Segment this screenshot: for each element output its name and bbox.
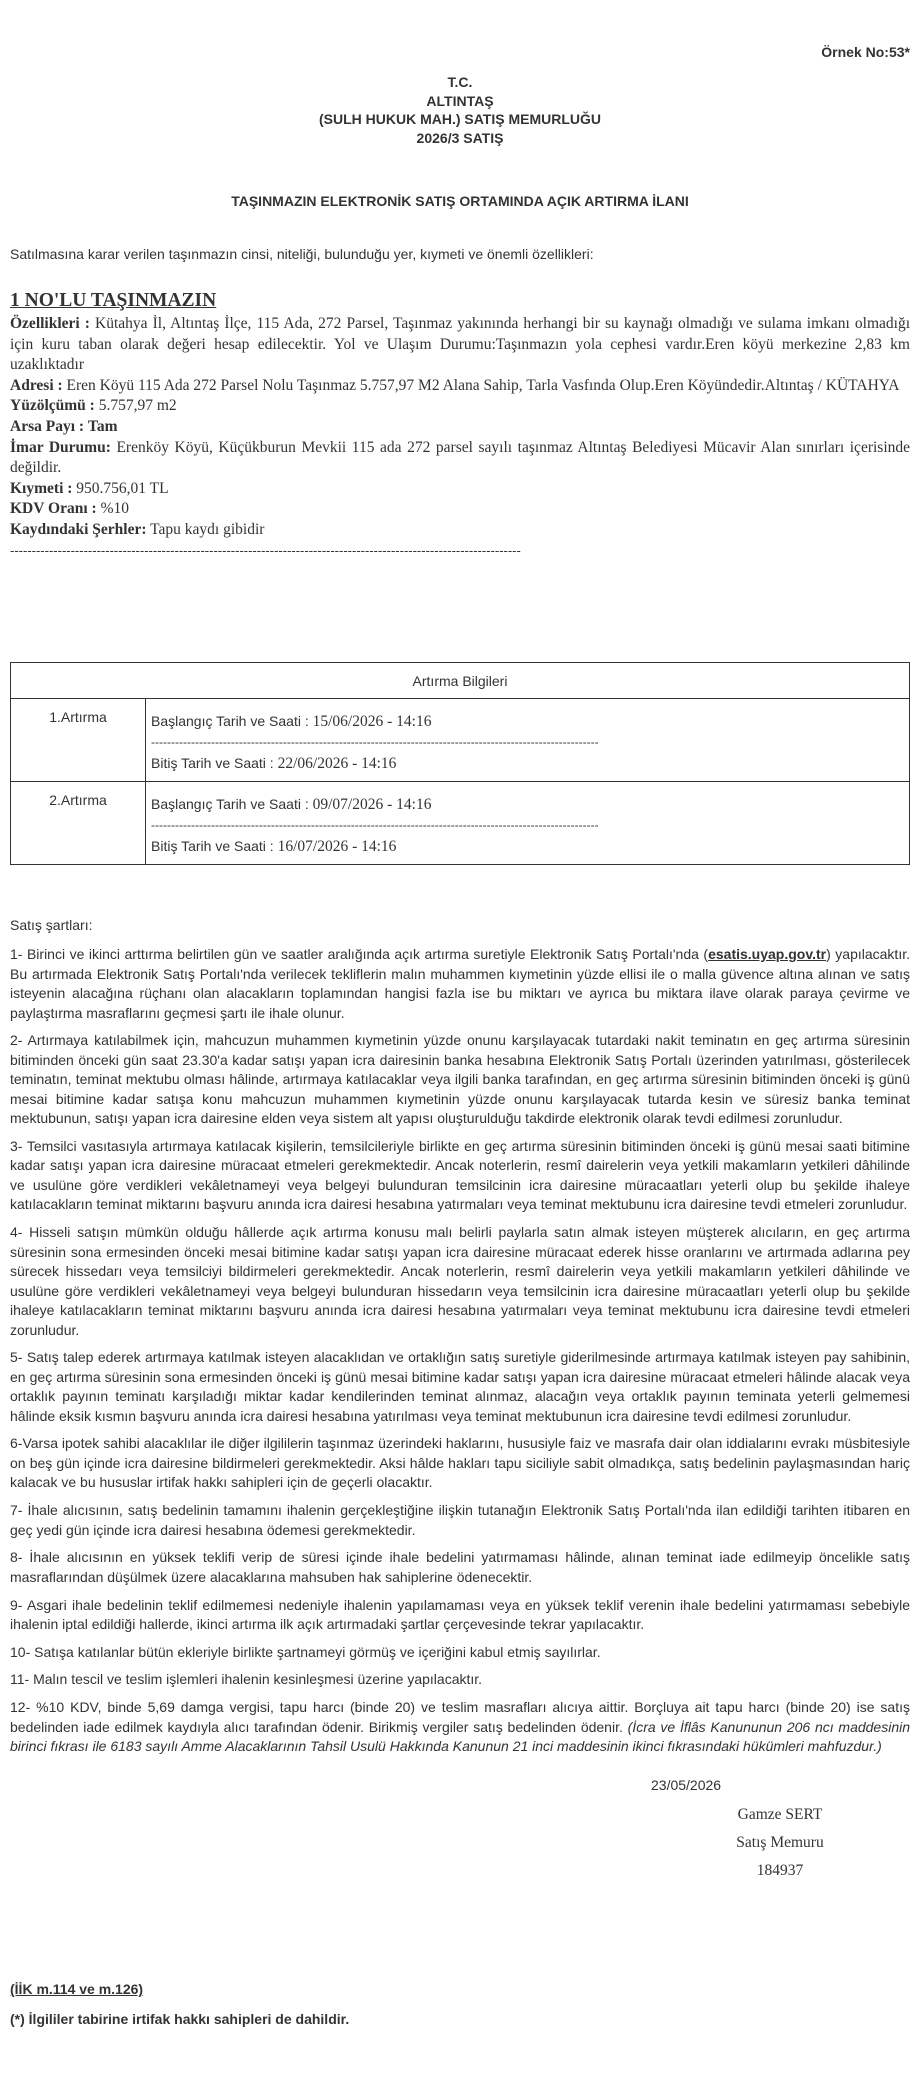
document-title: TAŞINMAZIN ELEKTRONİK SATIŞ ORTAMINDA AÇIK ARTIRMA İLANI [231,193,689,209]
auction-separator: ---------------------------------------------------------------------------------------------------------------- [151,818,599,832]
condition-12-legal-note: (İcra ve İflâs Kanununun 206 ncı maddesinin birinci fıkrası ile 6183 sayılı Amme Alacaklarının Tahsil Usulü Hakkında Kanunun 21 inci maddesinin ikinci fıkrasındaki hükümleri mahfuzdur.) [10,1718,911,1755]
property-features [10,314,910,376]
condition-1-text: 1- Birinci ve ikinci arttırma belirtilen gün ve saatler aralığında açık artırma suretiyle Elektronik Satış Portalı'nda ( [10,946,709,962]
property-area [10,396,910,417]
annotations-label: Kaydındaki Şerhler: [10,520,147,538]
footnote: (*) İlgililer tabirine irtifak hakkı sahipleri de dahildir. [10,2011,350,2027]
header-line-office: (SULH HUKUK MAH.) SATIŞ MEMURLUĞU [318,111,602,127]
condition-8: 8- İhale alıcısının en yüksek teklifi verip de süresi içinde ihale bedelini yatırmaması hâlinde, alınan teminat iade edilmeyip öncelikle satış masraflarından düşülmek üzere alacaklarına mahsuben hak sahiplerine ödenecektir. [10,1549,910,1585]
share-value: Tam [87,417,118,435]
auction-dates [146,782,910,865]
auction-start [151,709,904,733]
condition-1-text-cont: ) yapılacaktır. Bu artırmada Elektronik Satış Portalı'nda verilecek tekliflerin malın muhammen kıymetinin yüzde ellisi ile o malla güvence altına alınan ve satış isteyenin alacağına rüçhanı olan alacakların toplamından hangisi fazla ise bu miktarı ve ayrıca bu miktara ilave olarak paraya çevirme ve paylaştırma masraflarını geçmesi şartı ile ihale olunur. [10,946,910,1021]
legal-reference: (İİK m.114 ve m.126) [10,1981,144,1997]
auction-label: 1.Artırma [11,699,146,782]
condition-5: 5- Satış talep ederek artırmaya katılmak isteyen alacaklıdan ve ortaklığın satış suretiyle giderilmesinde artırmaya katılmak isteyen pay sahibinin, en geç artırma süresinin sona ermesinden önceki iş günü mesai bitimine kadar satışı yapan icra dairesine müracaat etmeleri hâlinde alacak veya ortaklık payının teminatı karşıladığı miktar kadar kendilerinden teminat alınmaz, alacağın veya ortaklık payının teminata yeterli gelmemesi hâlinde eksik kısmın başvuru anında icra dairesi hesabına yatırılması veya teminat mektubunun icra dairesine tevdi edilmesi zorunludur. [10,1349,910,1424]
address-value: Eren Köyü 115 Ada 272 Parsel Nolu Taşınmaz 5.757,97 M2 Alana Sahip, Tarla Vasfında Olup.Eren Köyündedir.Altıntaş / KÜTAHYA [66,376,900,394]
auction-start-value: 09/07/2026 - 14:16 [312,796,432,813]
condition-11: 11- Malın tescil ve teslim işlemleri ihalenin kesinleşmesi üzerine yapılacaktır. [10,1671,483,1688]
condition-2: 2- Artırmaya katılabilmek için, mahcuzun muhammen kıymetinin yüzde onunu karşılayacak tutardaki nakit teminatın en geç artırma süresinin bitiminden önceki gün saat 23.30'a kadar satışı yapan icra dairesinin banka hesabına Elektronik Satış Portalı üzerinden yatırılması, gösterilecek teminatın, teminat mektubu olması hâlinde, artırmaya katılacaklar veya ilgili banka tarafından, en geç artırma süresinin bitiminden önceki iş günü mesai bitimine kadar satışa konu mahcuzun muhammen kıymetinin yüzde onunu karşılayacak tutarda kesin ve süresiz banka teminat mektubunun, satışı yapan icra dairesine elden veya sistem alt yapısı oluşturulduğu takdirde elektronik olarak tevdi edilmesi zorunludur. [10,1032,910,1127]
value-label: Kıymeti : [10,479,73,497]
vat-value: %10 [100,500,129,518]
auction-end-label: Bitiş Tarih ve Saati : [151,838,274,854]
auction-start [151,792,904,816]
auction-table-header: Artırma Bilgileri [11,663,910,699]
auction-row [11,782,910,865]
intro-text: Satılmasına karar verilen taşınmazın cinsi, niteliği, bulunduğu yer, kıymeti ve önemli özellikleri: [10,246,594,262]
signer-number: 184937 [756,1862,804,1879]
zoning-value: Erenköy Köyü, Küçükburun Mevkii 115 ada 272 parsel sayılı taşınmaz Altıntaş Belediyesi Mücavir Alan sınırları içerisinde değildir. [10,438,911,477]
conditions-list [10,945,910,1765]
property-heading: 1 NO'LU TAŞINMAZIN [10,290,217,311]
document-header [0,73,920,147]
address-label: Adresi : [10,376,63,394]
example-number: Örnek No:53* [821,44,910,60]
auction-end [151,834,904,858]
header-line-file: 2026/3 SATIŞ [416,129,504,146]
condition-6: 6-Varsa ipotek sahibi alacaklılar ile diğer ilgililerin taşınmaz üzerindeki haklarını, hususiyle faiz ve masrafa dair olan iddialarını evrakı müsbitesiyle on beş gün içinde icra dairesine bildirmeleri gerekmektedir. Aksi hâlde hakları tapu siciliyle sabit olmadıkça, satış bedelinin paylaşmasından hariç kalacak ve bu hususlar irtifak hakkı sahipleri için de geçerli olacaktır. [10,1435,910,1491]
auction-end-value: 22/06/2026 - 14:16 [277,755,397,772]
auction-start-label: Başlangıç Tarih ve Saati : [151,713,309,729]
area-label: Yüzölçümü : [10,397,95,415]
auction-label: 2.Artırma [11,782,146,865]
auction-start-value: 15/06/2026 - 14:16 [312,713,432,730]
value-amount: 950.756,01 TL [76,479,169,497]
header-line-tc: T.C. [447,74,473,90]
conditions-heading: Satış şartları: [10,917,93,933]
vat-label: KDV Oranı : [10,500,97,518]
features-value: Kütahya İl, Altıntaş İlçe, 115 Ada, 272 Parsel, Taşınmaz yakınında herhangi bir su kaynağı olmadığı ve sulama imkanı olmadığı için kuru taban olarak değeri hesap edilecektir. Yol ve Ulaşım Durumu:Taşınmazın yola cephesi vardır.Eren köyü merkezine 2,83 km uzaklıktadır [10,315,911,374]
auction-end-value: 16/07/2026 - 14:16 [277,838,397,855]
condition-12 [10,1698,910,1757]
annotations-value: Tapu kaydı gibidir [150,520,265,538]
features-label: Özellikleri : [10,315,90,332]
condition-4: 4- Hisseli satışın mümkün olduğu hâllerde açık artırma konusu malı belirli paylarla satın almak isteyen müşterek alıcıların, en geç artırma süresinin sona ermesinden önceki mesai bitimine kadar satışı yapan icra dairesine müracaat ederek hisse oranlarını ve artırmada adlarına pey sürecek hissedarı veya temsilciyi bildirmeleri gerekmektedir. Ancak noterlerin, resmî dairelerin veya yetkili makamların yetkileri dâhilinde ve usulüne göre verdikleri vekâletnameyi veya belgeyi bulunduran hissedarın veya temsilcinin icra dairesine müracaatları yeterli olup bu şekilde ihaleye katılacakların teminat miktarını başvuru anında icra dairesi hesabına yatırmaları veya teminat mektubunu icra dairesine tevdi etmeleri zorunludur. [10,1224,910,1338]
property-divider: ---------------------------------------------------------------------------------------------------------------------- [10,542,521,558]
document-date: 23/05/2026 [651,1777,722,1793]
header-line-city: ALTINTAŞ [426,92,494,109]
area-value: 5.757,97 m2 [98,397,177,415]
signer-title: Satış Memuru [736,1834,824,1851]
property-details [10,288,910,561]
condition-3: 3- Temsilci vasıtasıyla artırmaya katılacak kişilerin, temsilcileriyle birlikte en geç artırma süresinin bitiminden önceki iş günü mesai saati bitimine kadar satışı yapan icra dairesine müracaat etmeleri gerekmektedir. Ancak noterlerin, resmî dairelerin veya yetkili makamların yetkileri dâhilinde ve usulüne göre verdikleri vekâletnameyi veya belgeyi bulunduran temsilcinin icra dairesine müracaatları yeterli olup bu şekilde ihaleye katılacakların teminat miktarını başvuru anında icra dairesi hesabına yatırmaları veya teminat mektubunu icra dairesine tevdi etmeleri zorunludur. [10,1137,910,1213]
condition-10: 10- Satışa katılanlar bütün ekleriyle birlikte şartnameyi görmüş ve içeriğini kabul etmiş sayılırlar. [10,1643,601,1660]
auction-dates [146,699,910,782]
property-annotations [10,520,910,541]
condition-1 [10,945,910,1023]
auction-end [151,751,904,775]
condition-9: 9- Asgari ihale bedelinin teklif edilmemesi nedeniyle ihalenin yapılamaması veya en yüksek teklif verenin ihale bedelini yatırmaması sebebiyle ihalenin iptal edildiği hallerde, ikinci artırma ilk açık artırmadaki şartlar çerçevesinde tekrar yapılacaktır. [10,1596,910,1632]
zoning-label: İmar Durumu: [10,438,111,456]
property-address [10,376,910,397]
signer-name: Gamze SERT [737,1806,823,1823]
esatis-link[interactable]: esatis.uyap.gov.tr [708,946,827,962]
share-label: Arsa Payı : [10,417,85,435]
auction-row [11,699,910,782]
auction-start-label: Başlangıç Tarih ve Saati : [151,796,309,812]
auction-end-label: Bitiş Tarih ve Saati : [151,755,274,771]
property-zoning [10,438,910,479]
property-share [10,417,910,438]
condition-7: 7- İhale alıcısının, satış bedelinin tamamını ihalenin gerçekleştiğine ilişkin tutanağın Elektronik Satış Portalı'nda ilan edildiği tarihten itibaren en geç yedi gün içinde icra dairesi hesabına ödemesi gerekmektedir. [10,1502,910,1538]
auction-table [10,662,910,865]
property-vat [10,499,910,520]
property-value [10,479,910,500]
auction-separator: ---------------------------------------------------------------------------------------------------------------- [151,735,599,749]
condition-12-text: 12- %10 KDV, binde 5,69 damga vergisi, tapu harcı (binde 20) ve teslim masrafları alıcıya aittir. Borçluya ait tapu harcı (binde 20) ise satış bedelinden iade edilmek kaydıyla alıcı tarafından ödenir. Birikmiş vergiler satış bedelinden ödenir. [10,1699,910,1735]
